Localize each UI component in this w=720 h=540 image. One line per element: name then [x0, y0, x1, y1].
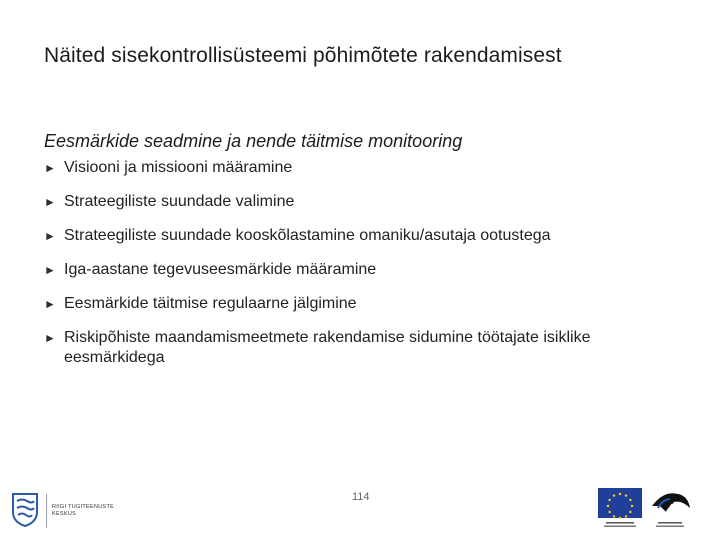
bullet-text: Strateegiliste suundade valimine	[64, 193, 295, 210]
bullet-arrow-icon: ►	[44, 263, 56, 277]
bullet-item	[44, 158, 684, 178]
estonian-swallow-icon	[648, 486, 692, 530]
bullet-text: Visiooni ja missiooni määramine	[64, 159, 293, 176]
bullet-text: Iga-aastane tegevuseesmärkide määramine	[64, 261, 377, 278]
page-number: 114	[352, 491, 370, 503]
org-name	[52, 504, 122, 518]
bullet-item	[44, 192, 684, 212]
bullet-text: Eesmärkide täitmise regulaarne jälgimine	[64, 295, 357, 312]
eu-flag-icon	[596, 486, 646, 530]
bullet-arrow-icon: ►	[44, 331, 56, 345]
bullet-item	[44, 328, 684, 368]
rtk-logo	[10, 492, 120, 532]
bullet-item	[44, 226, 684, 246]
org-name-line2: KESKUS	[52, 511, 77, 517]
bullet-text: Riskipõhiste maandamismeetmete rakendamise sidumine töötajate isiklike eesmärkidega	[64, 329, 591, 366]
logo-divider	[46, 494, 47, 528]
bullet-arrow-icon: ►	[44, 297, 56, 311]
bullet-text: Strateegiliste suundade kooskõlastamine omaniku/asutaja ootustega	[64, 227, 551, 244]
org-name-line1: RIIGI TUGITEENUSTE	[52, 504, 115, 510]
section-subtitle: Eesmärkide seadmine ja nende täitmise monitooring	[44, 131, 463, 151]
slide-title: Näited sisekontrollisüsteemi põhimõtete rakendamisest	[44, 44, 562, 67]
bullet-list	[44, 158, 684, 382]
bullet-arrow-icon: ►	[44, 195, 56, 209]
bullet-arrow-icon: ►	[44, 229, 56, 243]
bullet-item	[44, 260, 684, 280]
bullet-item	[44, 294, 684, 314]
estonian-coat-of-arms-icon	[10, 492, 40, 528]
bullet-arrow-icon: ►	[44, 161, 56, 175]
